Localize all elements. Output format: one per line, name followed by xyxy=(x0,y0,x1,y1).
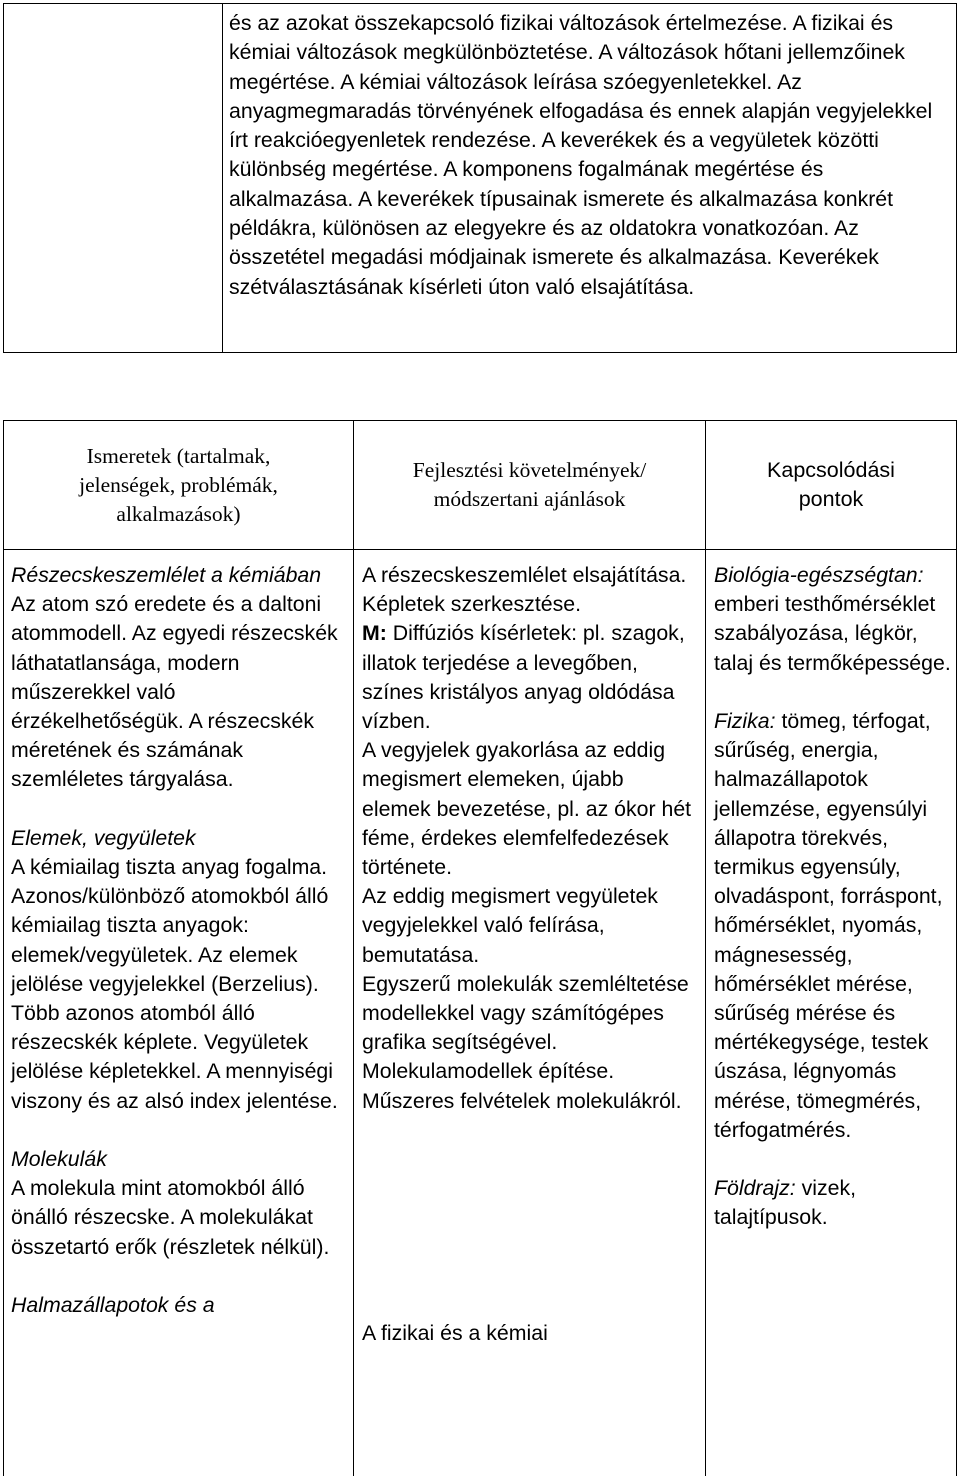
header-requirements xyxy=(354,421,705,549)
conn-geography-text: vizek, talajtípusok. xyxy=(714,1176,857,1230)
conn-geography-label: Földrajz: xyxy=(714,1176,796,1201)
conn-geography xyxy=(714,1174,954,1232)
conn-physics-text: tömeg, térfogat, sűrűség, energia, halmazállapotok jellemzése, egyensúlyi állapotra törekvés, termikus egyensúly, olvadáspont, forráspont, hőmérséklet, nyomás, mágnesesség, hőmérséklet mérése, sűrűség mérése és mértékegysége, testek úszása, légnyomás mérése, tömegmérés, térfogatmérés. xyxy=(714,709,943,1142)
column-requirements xyxy=(362,561,698,1348)
header-connections-text: Kapcsolódási pontok xyxy=(767,458,895,511)
column-divider-2 xyxy=(705,421,706,1476)
section-title-particles: Részecskeszemlélet a kémiában xyxy=(11,563,322,587)
req-paragraph-3: A vegyjelek gyakorlása az eddig megismert elemeken, újabb elemek bevezetése, pl. az ókor hét féme, érdekes elemfelfedezések története. xyxy=(362,738,692,880)
req-paragraph-1: A részecskeszemlélet elsajátítása. Képletek szerkesztése. xyxy=(362,563,687,617)
header-requirements-text: Fejlesztési követelmények/ módszertani ajánlások xyxy=(412,458,647,511)
curriculum-table xyxy=(3,420,957,1476)
section-body-elements: A kémiailag tiszta anyag fogalma. Azonos/különböző atomokból álló kémiailag tiszta anyagok: elemek/vegyületek. Az elemek jelölése vegyjelekkel (Berzelius). Több azonos atomból álló részecskék képlete. Vegyületek jelölése képletekkel. A mennyiségi viszony és az alsó index jelentése. xyxy=(11,855,338,1113)
conn-physics-label: Fizika: xyxy=(714,709,776,733)
req-label-m: M: xyxy=(362,621,387,646)
section-title-states: Halmazállapotok és a xyxy=(11,1293,215,1318)
column-connections xyxy=(714,561,954,1233)
header-knowledge-text: Ismeretek (tartalmak, jelenségek, problémák, alkalmazások) xyxy=(79,443,278,526)
section-body-molecules: A molekula mint atomokból álló önálló részecske. A molekulákat összetartó erők (részletek nélkül). xyxy=(11,1176,330,1259)
column-knowledge xyxy=(11,561,347,1320)
section-title-elements: Elemek, vegyületek xyxy=(11,825,196,850)
header-divider xyxy=(4,549,956,550)
conn-biology-text: emberi testhőmérséklet szabályozása, légkör, talaj és termőképessége. xyxy=(714,592,951,675)
header-knowledge xyxy=(4,421,353,549)
column-divider-1 xyxy=(353,421,354,1476)
req-paragraph-7: Műszeres felvételek molekulákról. xyxy=(362,1088,682,1113)
req-paragraph-2-text: Diffúziós kísérletek: pl. szagok, illatok terjedése a levegőben, színes kristályos anyag oldódása vízben. xyxy=(362,621,685,734)
conn-biology xyxy=(714,561,954,678)
conn-physics xyxy=(714,707,954,1145)
req-paragraph-6: Molekulamodellek építése. xyxy=(362,1059,615,1084)
top-left-cell xyxy=(4,4,223,352)
section-title-molecules: Molekulák xyxy=(11,1147,107,1172)
section-body-particles: Az atom szó eredete és a daltoni atommodell. Az egyedi részecskék láthatatlansága, modern műszerekkel való érzékelhetőségük. A részecskék méretének és számának szemléletes tárgyalása. xyxy=(11,592,338,792)
conn-biology-label: Biológia-egészségtan: xyxy=(714,563,924,587)
header-connections xyxy=(706,421,956,549)
top-table xyxy=(3,3,957,353)
top-goals-text: és az azokat összekapcsoló fizikai változások értelmezése. A fizikai és kémiai változások megkülönböztetése. A változások hőtani jellemzőinek megértése. A kémiai változások leírása szóegyenletekkel. Az anyagmegmaradás törvényének elfogadása és ennek alapján vegyjelekkel írt reakcióegyenletek rendezése. A keverékek és a vegyületek közötti különbség megértése. A komponens fogalmának megértése és alkalmazása. A keverékek típusainak ismerete és alkalmazása konkrét példákra, különösen az elegyekre és az oldatokra vonatkozóan. Az összetétel megadási módjainak ismerete és alkalmazása. Keverékek szétválasztásának kísérleti úton való elsajátítása. xyxy=(229,11,933,299)
req-paragraph-2 xyxy=(362,619,698,736)
req-paragraph-4: Az eddig megismert vegyületek vegyjelekkel való felírása, bemutatása. xyxy=(362,884,658,967)
req-paragraph-5: Egyszerű molekulák szemléltetése modellekkel vagy számítógépes grafika segítségével. xyxy=(362,971,689,1055)
req-paragraph-8: A fizikai és a kémiai xyxy=(362,1320,548,1345)
